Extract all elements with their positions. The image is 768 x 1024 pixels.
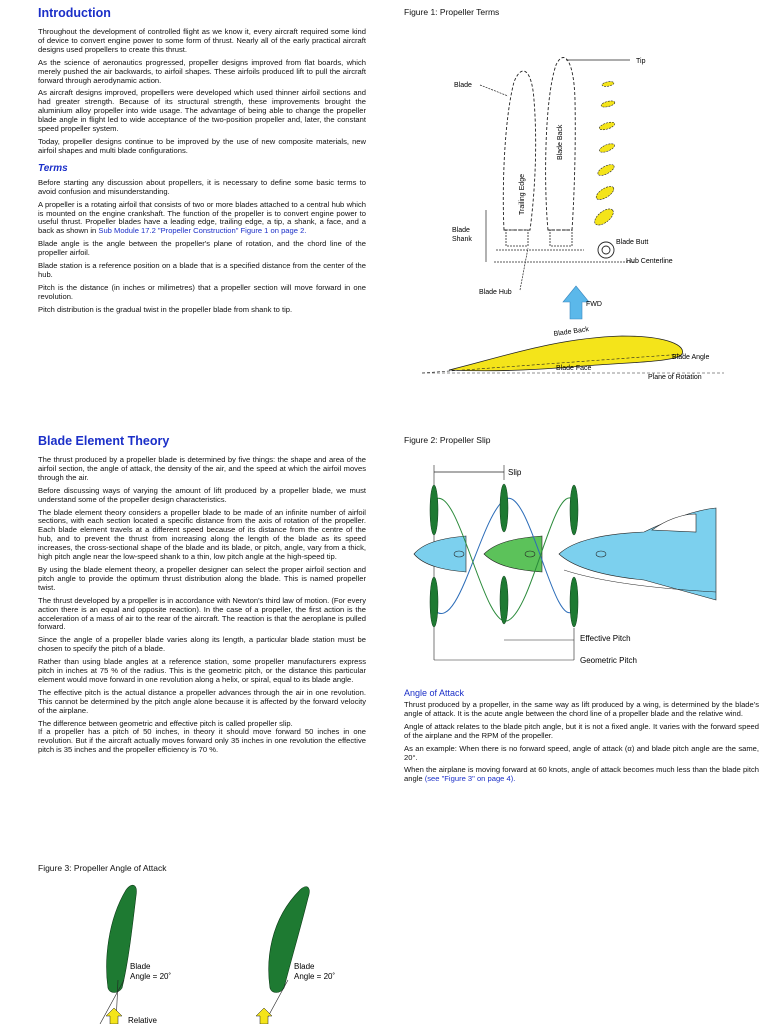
figure-1-caption: Figure 1: Propeller Terms — [404, 7, 500, 17]
label-tip: Tip — [636, 58, 646, 65]
intro-heading: Introduction — [38, 6, 111, 20]
label-blade-angle: Blade Angle — [672, 354, 710, 361]
spinner-middle — [484, 536, 542, 572]
label-blade: Blade — [454, 82, 472, 89]
label-plane-of-rotation: Plane of Rotation — [648, 374, 702, 381]
bet-paragraph: The blade element theory considers a propeller blade to be made of an infinite number of airfoil sections, with each section located a specific distance from the axis of rotation of the propeller. Each blade element travels at a different speed because of its distance from the centre of the hub, and to prevent the thrust from increasing along the length of the blade as its speed increases, the cross-sectional shape of the blade and its blade, or pitch, angle, vary from a thick, high pitch angle near the low-speed shank to a thin, low pitch angle at the high-speed tip. — [38, 507, 366, 562]
bet-paragraph: The effective pitch is the actual distance a propeller advances through the air in one revolution. This cannot be determined by the pitch angle alone because it is affected by the forward velocity of the airplane. — [38, 687, 366, 715]
label-slip: Slip — [508, 468, 522, 477]
relative-wind-arrow-right — [256, 1008, 272, 1024]
terms-paragraph: Blade angle is the angle between the propeller's plane of rotation, and the chord line of the propeller airfoil. — [38, 239, 366, 258]
intro-paragraph: Throughout the development of controlled flight as we know it, every aircraft required some kind of device to convert engine power to some form of thrust. Nearly all of the early practical aircraft designs used propellers to create this thrust. — [38, 27, 366, 54]
figure-3-caption: Figure 3: Propeller Angle of Attack — [38, 863, 167, 873]
blade-right-top — [570, 485, 578, 535]
bet-paragraph: If a propeller has a pitch of 50 inches, in theory it should move forward 50 inches in one revolution. But if the aircraft actually moves forward only 35 inches in one revolution the effective pitch is 35 inches and the propeller efficiency is 70 %. — [38, 727, 366, 755]
figure-2-caption: Figure 2: Propeller Slip — [404, 435, 491, 445]
spinner-left — [414, 536, 466, 572]
bet-paragraph: The thrust developed by a propeller is in accordance with Newton's third law of motion. (For every action there is an equal and opposite reaction). In the case of a propeller, the first action is the acceleration of a mass of air to the rear of the aircraft. The reaction is that the aeroplane is pulled forward. — [38, 595, 366, 632]
label-angle-right: Angle = 20˚ — [294, 972, 336, 981]
aoa-paragraph: As an example: When there is no forward speed, angle of attack (α) and blade pitch angle are the same, 20°. — [404, 743, 759, 762]
label-blade-butt: Blade Butt — [616, 239, 649, 246]
blade-right-bottom — [570, 577, 578, 627]
relative-wind-arrow-left — [106, 1008, 122, 1024]
label-geometric-pitch: Geometric Pitch — [580, 656, 637, 665]
figure-3-angle-of-attack — [38, 880, 378, 1024]
hub-leader — [520, 248, 528, 290]
blade-middle-bottom — [500, 576, 508, 624]
angle-of-attack-section — [404, 688, 759, 788]
label-trailing-edge: Trailing Edge — [519, 174, 526, 215]
aoa-paragraph-text: When the airplane is moving forward at 60 knots, angle of attack becomes much less than the blade pitch angle — [404, 765, 759, 784]
label-blade-face: Blade Face — [556, 365, 592, 372]
intro-paragraph: As aircraft designs improved, propellers were developed which used thinner airfoil sections and had greater strength. Because of its structural strength, these improvements brought the aluminium alloy propeller into wide usage. The advantage of being able to change the propeller blade angle in flight led to wide acceptance of the two-position propeller and, later, the constant speed propeller system. — [38, 88, 366, 134]
terms-paragraph-text: A propeller is a rotating airfoil that consists of two or more blades attached to a central hub which is mounted on the engine crankshaft. The function of the propeller is to convert engine power to useful thrust. Propeller blades have a leading edge, trailing edge, a tip, a shank, a face, and a back as shown in — [38, 199, 366, 236]
blade-section-airfoils — [592, 81, 616, 228]
blade-leader — [480, 85, 508, 96]
terms-paragraph: Pitch is the distance (in inches or milimetres) that a propeller section will move forward in one revolution. — [38, 282, 366, 301]
bet-paragraph: The difference between geometric and effective pitch is called propeller slip. — [38, 718, 293, 728]
label-blade-shank-1: Blade — [452, 227, 470, 234]
label-fwd: FWD — [586, 301, 602, 308]
intro-paragraph: As the science of aeronautics progressed, propeller designs improved from flat boards, which merely pushed the air backwards, to airfoil shapes. These airfoils produced lift to pull the aircraft forward through aerodynamic action. — [38, 57, 366, 85]
intro-paragraph: Today, propeller designs continue to be improved by the use of new composite materials, new airfoil shapes and multi blade configurations. — [38, 136, 366, 155]
terms-paragraph: Before starting any discussion about propellers, it is necessary to define some basic terms to avoid confusion and misunderstanding. — [38, 177, 366, 196]
blade-left-bottom — [430, 577, 438, 627]
figure-3-link[interactable]: (see "Figure 3" on page 4). — [424, 774, 516, 784]
label-blade-hub: Blade Hub — [479, 289, 512, 296]
bet-paragraph: The thrust produced by a propeller blade is determined by five things: the shape and area of the airfoil section, the angle of attack, the density of the air, and the speed at which the airfoil moves through the air. — [38, 455, 366, 482]
blade-element-theory-section — [38, 434, 366, 759]
figure-1-propeller-terms — [404, 40, 744, 385]
bet-paragraph: Before discussing ways of varying the amount of lift produced by a propeller blade, we must understand some of the propeller design characteristics. — [38, 485, 366, 504]
label-blade-right: Blade — [294, 962, 315, 971]
terms-paragraph — [38, 201, 366, 237]
label-relative: Relative — [128, 1016, 157, 1024]
terms-paragraph: Pitch distribution is the gradual twist in the propeller blade from shank to tip. — [38, 304, 293, 314]
label-blade-left: Blade — [130, 962, 151, 971]
label-blade-back: Blade Back — [557, 124, 564, 160]
aircraft-windshield — [652, 514, 696, 532]
sub-module-link[interactable]: Sub Module 17.2 "Propeller Construction" Figure 1 on page 2. — [98, 226, 307, 236]
figure-2-propeller-slip — [404, 460, 734, 670]
blade-butt-inner — [602, 246, 610, 254]
label-hub-centerline: Hub Centerline — [626, 258, 673, 265]
bet-paragraph: By using the blade element theory, a propeller designer can select the proper airfoil section and pitch angle to provide the optimum thrust distribution along the blade. This is named propeller twist. — [38, 564, 366, 592]
aoa-paragraph: Angle of attack relates to the blade pitch angle, but it is not a fixed angle. It varies with the forward speed of the airplane and the RPM of the propeller. — [404, 721, 759, 740]
terms-paragraph: Blade station is a reference position on a blade that is a specified distance from the center of the hub. — [38, 261, 366, 279]
aoa-heading: Angle of Attack — [404, 688, 465, 698]
label-angle-left: Angle = 20˚ — [130, 972, 172, 981]
intro-section — [38, 6, 366, 319]
bet-heading: Blade Element Theory — [38, 434, 170, 448]
blade-left-top — [430, 485, 438, 535]
label-airfoil-back: Blade Back — [553, 326, 590, 338]
aoa-paragraph: Thrust produced by a propeller, in the same way as lift produced by a wing, is determined by the blade's angle of attack. It is the acute angle between the chord line of a propeller blade and the relative wind. — [404, 700, 759, 718]
blade-middle-top — [500, 484, 508, 532]
bet-paragraph: Rather than using blade angles at a reference station, some propeller manufacturers express pitch in inches at 75 % of the radius. This is the geometric pitch, or the distance this particular element would move forward in one revolution along a helix, or spiral, equal to its blade angle. — [38, 657, 366, 684]
terms-heading: Terms — [38, 162, 68, 174]
label-effective-pitch: Effective Pitch — [580, 634, 631, 643]
aoa-paragraph — [404, 766, 759, 784]
blade-butt-circle — [598, 242, 614, 258]
bet-paragraph: Since the angle of a propeller blade varies along its length, a particular blade station must be chosen to specify the pitch of a blade. — [38, 635, 366, 654]
label-blade-shank-2: Shank — [452, 236, 472, 243]
